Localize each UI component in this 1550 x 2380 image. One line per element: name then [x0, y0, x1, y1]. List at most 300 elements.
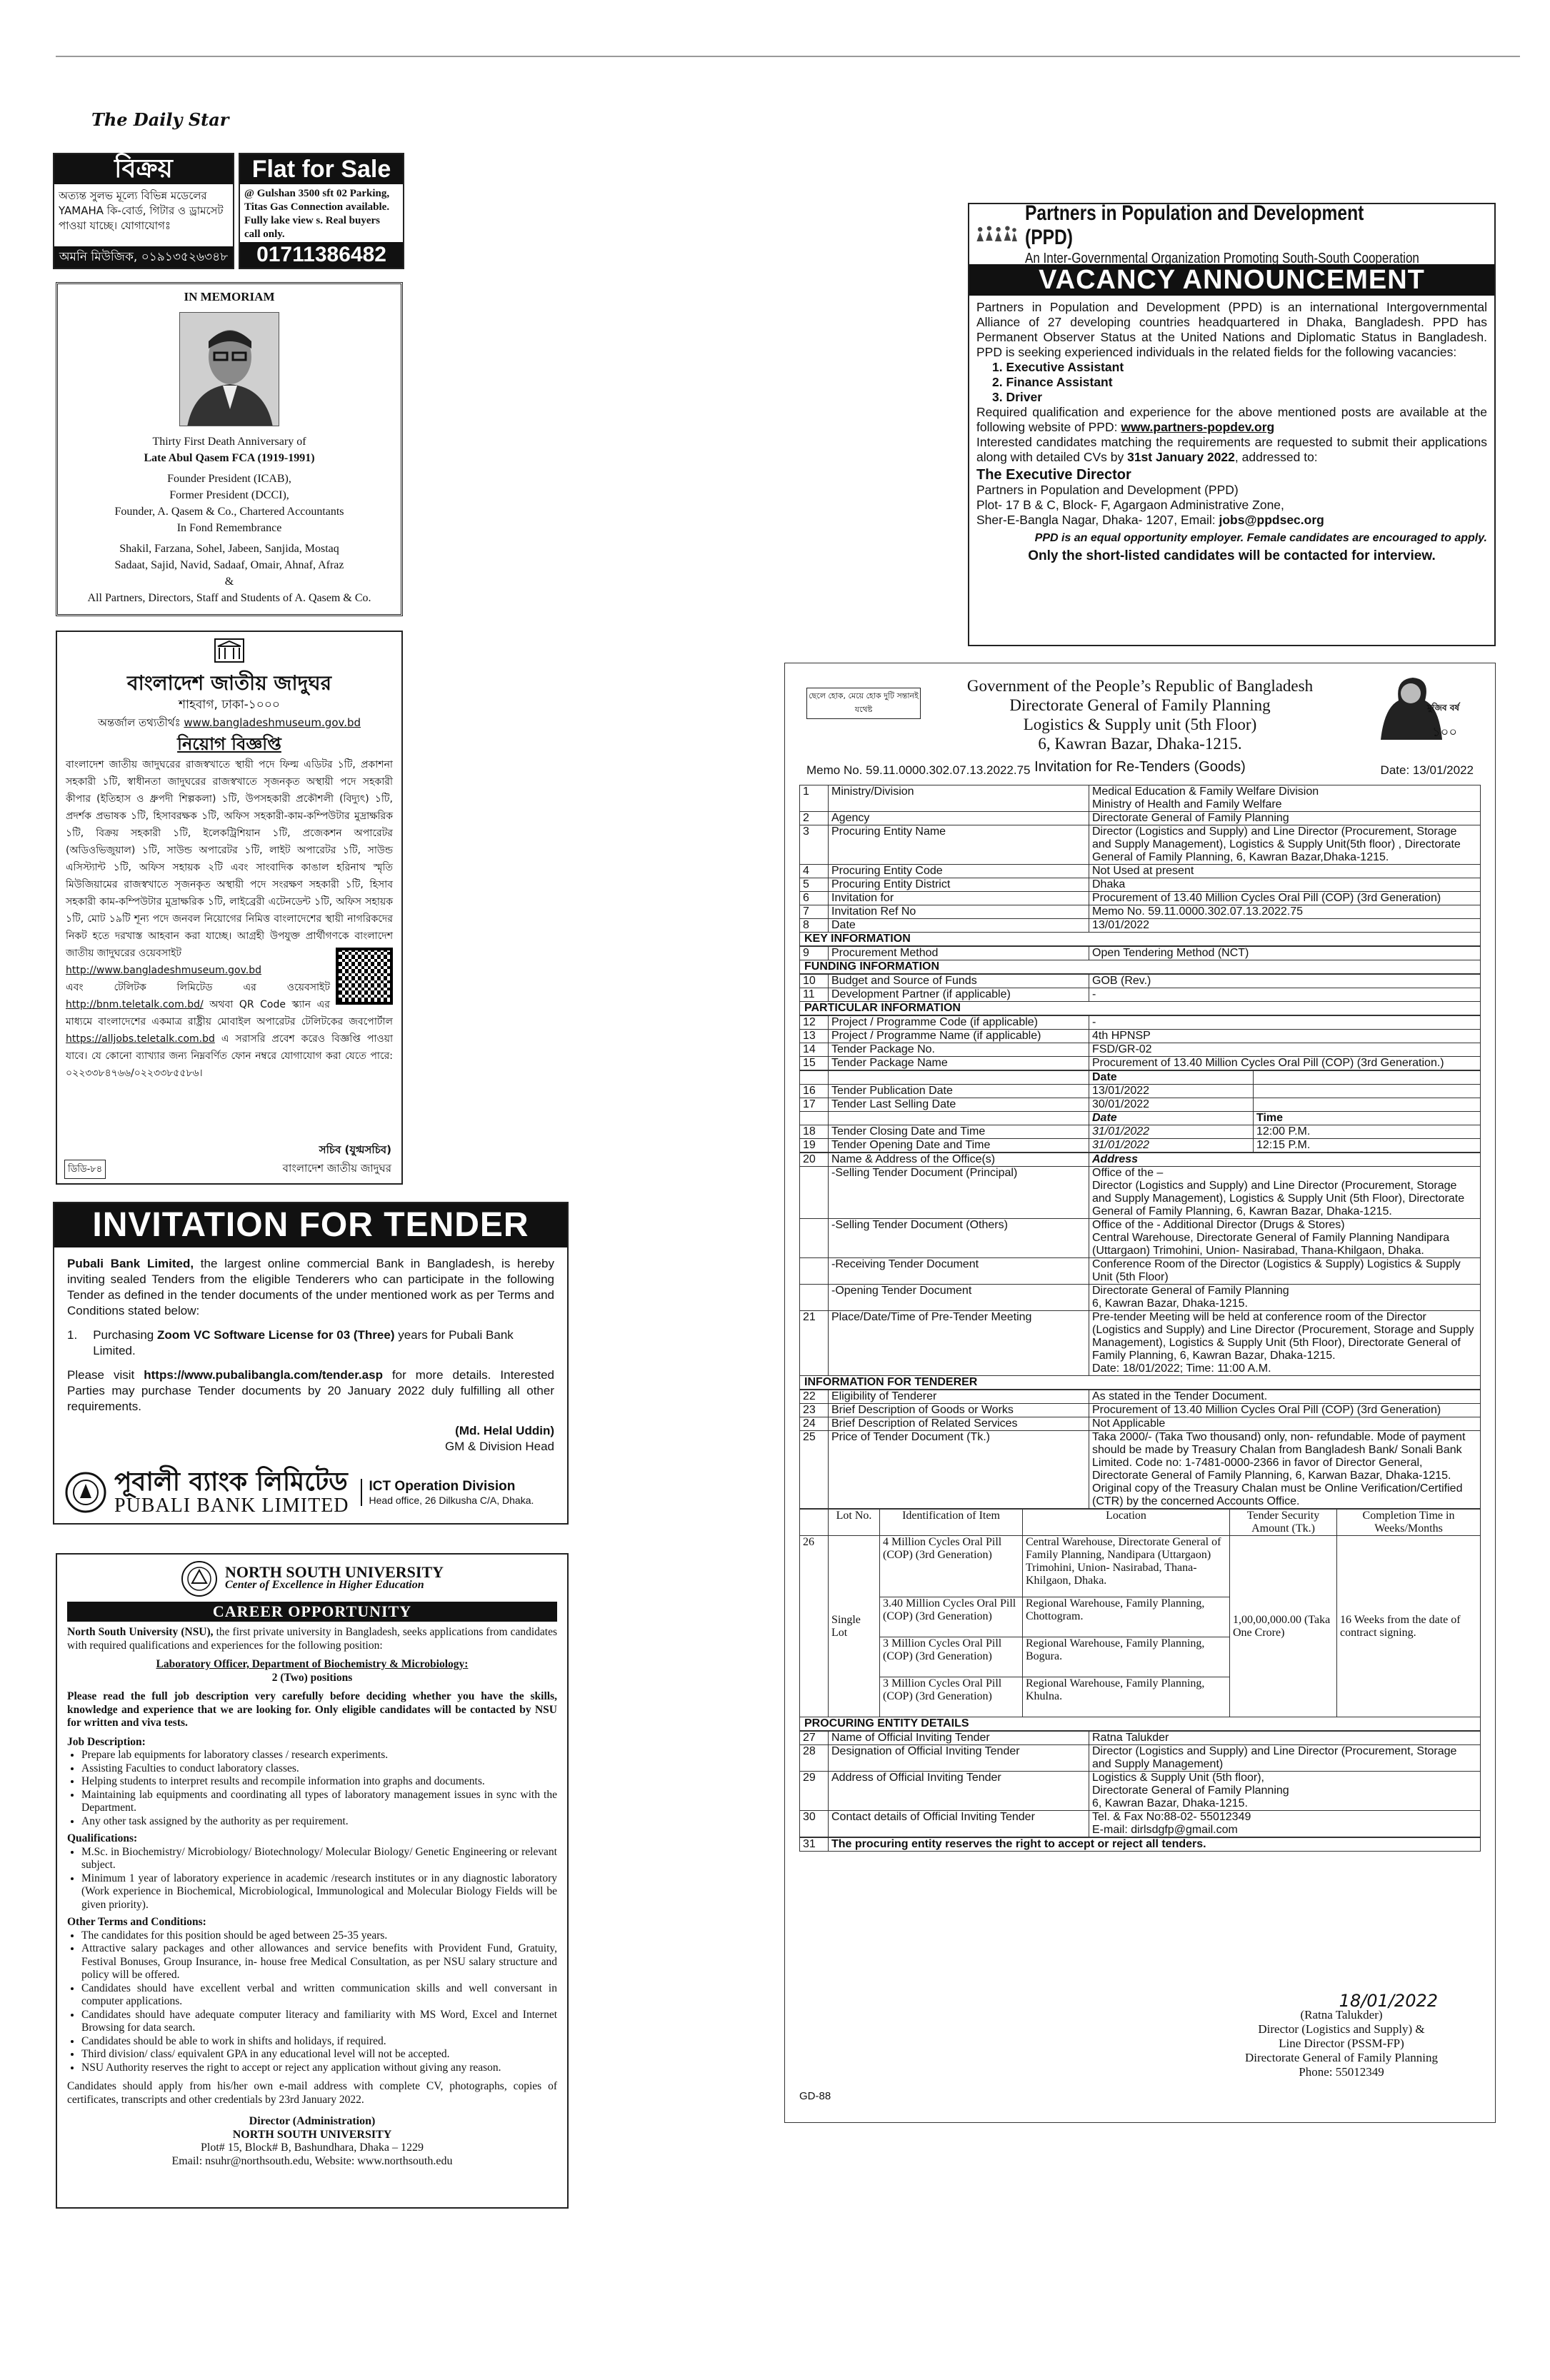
row-no: 2	[800, 812, 829, 825]
row-value: -	[1089, 988, 1481, 1002]
row-no: 21	[800, 1311, 829, 1376]
memoriam-role-2: Former President (DCCI),	[169, 489, 289, 501]
row-label: Address of Official Inviting Tender	[829, 1772, 1089, 1811]
museum-para-3: অথবা QR Code স্ক্যান এর মাধ্যমে বাংলাদেশের একমাত্র রাষ্ট্রীয় মোবাইল অপারেটর টেলিটকের জবপোর্টাল	[66, 999, 393, 1028]
row-date: 31/01/2022	[1089, 1125, 1254, 1139]
list-item: • Third division/ class/ equivalent GPA in any educational level will not be accepted.	[81, 2048, 557, 2062]
nsu-ad	[56, 1553, 569, 2209]
table-row	[800, 1030, 1481, 1043]
lot-head-security: Tender Security Amount (Tk.)	[1230, 1510, 1337, 1536]
row-value: Director (Logistics and Supply) and Line Director (Procurement, Storage and Supply Management), Logistics & Supply Unit(5th floor) , Directorate General of Family Planning, 6, Kawran Bazar,Dhaka-1215.	[1089, 825, 1481, 865]
gov-table-final	[799, 1837, 1481, 1852]
gov-table-g	[799, 1153, 1481, 1376]
museum-sign: সচিব (যুগ্মসচিব)	[319, 1143, 391, 1156]
row-no: 10	[800, 975, 829, 988]
nsu-intro: the first private university in Bangladesh, seeks applications from candidates with required qualifications and experiences for the following position:	[67, 1626, 557, 1652]
museum-para-2: এবং টেলিটক লিমিটেড এর ওয়েবসাইট	[66, 982, 330, 993]
row-value: Procurement of 13.40 Million Cycles Oral Pill (COP) (3rd Generation)	[1089, 1404, 1481, 1417]
list-item: • Maintaining lab equipments and coordinating all types of laboratory management issues in sync with the Department.	[81, 1789, 557, 1815]
row-value: Director (Logistics and Supply) and Line Director (Procurement, Storage and Supply Management)	[1089, 1745, 1481, 1772]
dgfp-tender-ad	[784, 663, 1496, 2123]
row-label: Invitation Ref No	[829, 905, 1089, 919]
ppd-name: Partners in Population and Development (PPD)	[1024, 201, 1364, 249]
row-no: 23	[800, 1404, 829, 1417]
row-value: Not Used at present	[1089, 865, 1481, 878]
row-no: 15	[800, 1057, 829, 1070]
row-value: Medical Education & Family Welfare Division Ministry of Health and Family Welfare	[1089, 785, 1481, 812]
museum-para-4: এ সরাসরি প্রবেশ করেও বিজ্ঞপ্তি পাওয়া যাবে। যে কোনো ব্যাখ্যার জন্য নিম্নবর্ণিত ফোন নম্বরে যোগাযোগ করা যেতে পারে: ০২২৩৩৮৪৭৬৬/০২২৩৩৮৫৫৮৬।	[66, 1033, 393, 1079]
museum-web-prefix: অন্তর্জাল তথ্যতীর্থঃ	[97, 716, 181, 729]
row-label: Name of Official Inviting Tender	[829, 1732, 1089, 1745]
nsu-header	[57, 1560, 567, 1597]
row-no: 7	[800, 905, 829, 919]
tender-title: INVITATION FOR TENDER	[54, 1203, 567, 1247]
ppd-addr-3: Sher-E-Bangla Nagar, Dhaka- 1207, Email:	[976, 513, 1219, 527]
signature-date: 18/01/2022	[1339, 1991, 1438, 2011]
gov-signature	[1244, 1991, 1438, 2079]
flat-ad	[239, 153, 404, 269]
nsu-positions: 2 (Two) positions	[271, 1671, 353, 1684]
row-no: 16	[800, 1085, 829, 1098]
museum-sign-org: বাংলাদেশ জাতীয় জাদুঘর	[282, 1162, 391, 1175]
section-key-info: KEY INFORMATION	[799, 933, 1481, 946]
table-row	[800, 865, 1481, 878]
row-no: 27	[800, 1732, 829, 1745]
ppd-body	[969, 296, 1494, 568]
museum-name: বাংলাদেশ জাতীয় জাদুঘর	[126, 671, 332, 695]
row-time: 12:15 P.M.	[1254, 1139, 1481, 1153]
ppd-para-2: Required qualification and experience for the above mentioned posts are available at the following website of PPD:	[976, 405, 1487, 434]
ppd-vacancy-1: 1. Executive Assistant	[992, 360, 1124, 374]
sign-1: (Ratna Talukder)	[1300, 2008, 1383, 2022]
gov-h4: 6, Kawran Bazar, Dhaka-1215.	[1038, 735, 1242, 753]
nsu-jd-head: Job Description:	[67, 1735, 146, 1748]
row-value: 30/01/2022	[1089, 1098, 1254, 1112]
row-value: Tel. & Fax No:88-02- 55012349 E-mail: dirlsdgfp@gmail.com	[1089, 1811, 1481, 1837]
list-item: • M.Sc. in Biochemistry/ Microbiology/ Biotechnology/ Molecular Biology/ Genetic Engineering or relevant subject.	[81, 1846, 557, 1872]
row-label: Project / Programme Name (if applicable)	[829, 1030, 1089, 1043]
memoriam-name: Late Abul Qasem FCA (1919-1991)	[144, 452, 315, 464]
row-value: As stated in the Tender Document.	[1089, 1390, 1481, 1404]
museum-dd: ডিডি-৮৪	[64, 1160, 106, 1179]
row-no: 3	[800, 825, 829, 865]
list-item: • Candidates should be able to work in shifts and holidays, if required.	[81, 2035, 557, 2049]
row-label: Tender Package Name	[829, 1057, 1089, 1070]
table-row	[800, 1431, 1481, 1509]
nsu-intro-bold: North South University (NSU),	[67, 1626, 214, 1638]
pubali-emblem-icon	[64, 1471, 107, 1514]
table-row	[800, 1390, 1481, 1404]
row-no: 30	[800, 1811, 829, 1837]
section-tenderer: INFORMATION FOR TENDERER	[799, 1376, 1481, 1390]
list-item: • NSU Authority reserves the right to accept or reject any application without giving any reason.	[81, 2062, 557, 2075]
table-row	[800, 1043, 1481, 1057]
row-value: Address	[1089, 1153, 1481, 1167]
lot-head-no: Lot No.	[829, 1510, 880, 1536]
row-label: Tender Opening Date and Time	[829, 1139, 1089, 1153]
lot-row-no: 26	[800, 1536, 829, 1717]
memoriam-role-3: Founder, A. Qasem & Co., Chartered Accountants	[114, 506, 344, 518]
row-no: 8	[800, 919, 829, 933]
nsu-name: NORTH SOUTH UNIVERSITY	[224, 1562, 444, 1581]
row-label: Procuring Entity Code	[829, 865, 1089, 878]
row-label: Project / Programme Code (if applicable)	[829, 1016, 1089, 1030]
nsu-jd-list	[67, 1749, 557, 1828]
list-item: • The candidates for this position should be aged between 25-35 years.	[81, 1929, 557, 1943]
list-item: • Candidates should have excellent verbal and written communication skills and well conversant in computer applications.	[81, 1982, 557, 2009]
memoriam-names-1: Shakil, Farzana, Sohel, Jabeen, Sanjida, Mostaq	[119, 543, 339, 555]
gov-h2: Directorate General of Family Planning	[1009, 696, 1271, 714]
gov-header	[785, 663, 1495, 785]
lot-location: Regional Warehouse, Family Planning, Khulna.	[1023, 1677, 1230, 1717]
row-label: Tender Package No.	[829, 1043, 1089, 1057]
nsu-footer	[67, 2115, 557, 2168]
ppd-vacancy-3: 3. Driver	[992, 390, 1043, 404]
portrait-icon	[180, 313, 279, 426]
tender-item-no: 1.	[67, 1328, 78, 1342]
gov-date: Date: 13/01/2022	[1380, 763, 1474, 777]
lot-completion: 16 Weeks from the date of contract signing.	[1337, 1536, 1481, 1717]
table-row	[800, 1404, 1481, 1417]
tender-item-post: years for Pubali Bank Limited.	[93, 1328, 514, 1357]
nsu-t-head: Other Terms and Conditions:	[67, 1916, 206, 1928]
museum-address: শাহবাগ, ঢাকা-১০০০	[179, 698, 280, 712]
masthead: The Daily Star	[91, 109, 229, 130]
gov-slogan: ছেলে হোক, মেয়ে হোক দুটি সন্তানই যথেষ্ট	[806, 688, 921, 719]
flat-phone: 01711386482	[240, 242, 403, 268]
table-row	[800, 1811, 1481, 1837]
row-value: Ratna Talukder	[1089, 1732, 1481, 1745]
museum-logo-icon	[214, 636, 245, 665]
table-row	[800, 1219, 1481, 1258]
time-label: Time	[1254, 1112, 1481, 1125]
row-label: -Selling Tender Document (Others)	[829, 1219, 1089, 1258]
row-no: 9	[800, 947, 829, 960]
museum-ad	[56, 631, 403, 1185]
gov-table-d	[799, 1015, 1481, 1070]
row-value: Not Applicable	[1089, 1417, 1481, 1431]
tender-visit-url[interactable]: https://www.pubalibangla.com/tender.asp	[144, 1368, 383, 1382]
row-label: Place/Date/Time of Pre-Tender Meeting	[829, 1311, 1089, 1376]
ppd-ed: The Executive Director	[976, 467, 1131, 483]
gov-table	[799, 785, 1481, 1852]
row-value: Open Tendering Method (NCT)	[1089, 947, 1481, 960]
row-label: -Opening Tender Document	[829, 1285, 1089, 1311]
table-row	[800, 1772, 1481, 1811]
row-label: -Receiving Tender Document	[829, 1258, 1089, 1285]
memoriam-role-1: Founder President (ICAB),	[167, 473, 291, 485]
lot-table	[799, 1509, 1481, 1717]
museum-link-3[interactable]: https://alljobs.teletalk.com.bd	[66, 1033, 215, 1045]
ppd-email-link[interactable]: jobs@ppdsec.org	[1219, 513, 1324, 527]
bikroy-ad	[53, 153, 234, 269]
row-no: 18	[800, 1125, 829, 1139]
ppd-para-3c: , addressed to:	[1234, 450, 1318, 464]
ppd-shortlist: Only the short-listed candidates will be contacted for interview.	[1028, 548, 1436, 563]
table-row	[800, 785, 1481, 812]
nsu-note: Please read the full job description very carefully before deciding whether you have the skills, knowledge and experience that we are looking for. Only eligible candidates will be contacted by NSU for written and viva tests.	[67, 1690, 557, 1729]
ppd-addr-2: Plot- 17 B & C, Block- F, Agargaon Administrative Zone,	[976, 498, 1284, 512]
sign-2: Director (Logistics and Supply) &	[1258, 2022, 1425, 2036]
mujib-logo	[1374, 672, 1459, 743]
svg-text:১০০: ১০০	[1432, 725, 1458, 740]
row-no: 4	[800, 865, 829, 878]
lot-head-item: Identification of Item	[880, 1510, 1023, 1536]
table-row	[800, 1311, 1481, 1376]
top-rule	[56, 56, 1520, 57]
memoriam-ad	[56, 282, 403, 616]
tender-signer-title: GM & Division Head	[444, 1440, 554, 1453]
bikroy-body: অত্যন্ত সুলভ মূল্যে বিভিন্ন মডেলের YAMAHA কি-বোর্ড, গিটার ও ড্রামসেট পাওয়া যাচ্ছে। যোগাযোগঃ	[59, 189, 224, 232]
row-value: Procurement of 13.40 Million Cycles Oral Pill (COP) (3rd Generation)	[1089, 892, 1481, 905]
table-row	[800, 878, 1481, 892]
row-label: Ministry/Division	[829, 785, 1089, 812]
list-item: • Helping students to interpret results and recompile information into graphs and documents.	[81, 1775, 557, 1789]
flat-body: @ Gulshan 3500 sft 02 Parking, Titas Gas Connection available. Fully lake view s. Real buyers call only.	[244, 188, 390, 240]
bikroy-footer: অমনি মিউজিক, ০১৯১৩৫২৬৩৪৮	[54, 246, 233, 268]
pubali-logo-bn: পূবালী ব্যাংক লিমিটেড	[114, 1467, 348, 1497]
tender-visit-pre: Please visit	[67, 1368, 144, 1382]
ppd-website-link[interactable]: www.partners-popdev.org	[1121, 420, 1275, 434]
row-label: Contact details of Official Inviting Tender	[829, 1811, 1089, 1837]
bikroy-title: বিক্রয়	[54, 154, 233, 184]
gov-table-b	[799, 946, 1481, 960]
lot-single: Single Lot	[829, 1536, 880, 1717]
gov-memo: Memo No. 59.11.0000.302.07.13.2022.75	[806, 763, 1031, 777]
row-value: Conference Room of the Director (Logistics & Supply) Logistics & Supply Unit (5th Floor)	[1089, 1258, 1481, 1285]
table-row	[800, 947, 1481, 960]
row-no: 17	[800, 1098, 829, 1112]
museum-para-1: বাংলাদেশ জাতীয় জাদুঘরের রাজস্বখাতে স্থায়ী পদে ফিল্ম এডিটর ১টি, প্রকাশনা সহকারী ১টি, স্বাধীনতা জাদুঘরের রাজস্বখাতে সৃজনকৃত অস্থায়ী পদে সহকারী কীপার (ইতিহাস ও ধ্রুপদী শিল্পকলা) ১টি, উপসহকারী প্রকৌশলী (বিদ্যুৎ) ১টি, প্রদর্শক প্রভাষক ১টি, হিসাবরক্ষক ১টি, অফিস সহকারী-কাম-কম্পিউটার মুদ্রাক্ষরিক ১টি, বিক্রয় সহকারী ১টি, ইলেকট্রিশিয়ান ১টি, প্রজেকশন অপারেটর (অডিওভিজুয়াল) ১টি, সাউন্ড অপারেটর ১টি, লাইট অপারেটর ১টি, সাউন্ড এসিস্ট্যান্ট ১টি, অফিস সহায়ক ২টি এবং সাংবাদিক কাঙাল হরিনাথ স্মৃতি মিউজিয়ামের রাজস্বখাতে সৃজনকৃত অস্থায়ী পদে সংরক্ষণ সহকারী ১টি, হিসাব সহকারী কাম-কম্পিউটার মুদ্রাক্ষরিক ১টি, লাইব্রেরী এটেনডেন্ট ১টি, অফিস সহায়ক ১টি, মোট ১৯টি শূন্য পদে জনবল নিয়োগের নিমিত্ত বাংলাদেশের স্থায়ী নাগরিকদের নিকট হতে দরখাস্ত আহবান করা যাচ্ছে। আগ্রহী উপযুক্ত প্রার্থীগণকে বাংলাদেশ জাতীয় জাদুঘরের ওয়েবসাইট	[66, 759, 393, 959]
row-no: 13	[800, 1030, 829, 1043]
qr-code-icon[interactable]	[336, 948, 393, 1005]
table-row	[800, 988, 1481, 1002]
ppd-header	[969, 201, 1494, 266]
gov-h1: Government of the People’s Republic of Bangladesh	[966, 677, 1314, 695]
row-label: Invitation for	[829, 892, 1089, 905]
row-label: Budget and Source of Funds	[829, 975, 1089, 988]
portrait-photo	[179, 312, 279, 426]
museum-link-2[interactable]: http://bnm.teletalk.com.bd/	[66, 999, 204, 1010]
nsu-apply: Candidates should apply from his/her own e-mail address with complete CV, photographs, copies of certificates, transcripts and other credentials by 23rd January 2022.	[67, 2080, 557, 2106]
row-value: Taka 2000/- (Taka Two thousand) only, non- refundable. Mode of payment should be made by Treasury Chalan from Bangladesh Bank/ Sonali Bank Limited. Code no: 1-7481-0000-2366 in favor of Director General, Directorate General of Family Planning, 6, Karwan Bazar, Dhaka-1215. Original copy of the Treasury Chalan must be Online Verification/Certified (CTR) by the concerned Accounts Office.	[1089, 1431, 1481, 1509]
reserve-clause: The procuring entity reserves the right to accept or reject all tenders.	[829, 1838, 1481, 1852]
row-value: FSD/GR-02	[1089, 1043, 1481, 1057]
row-label: Name & Address of the Office(s)	[829, 1153, 1089, 1167]
row-no	[800, 1258, 829, 1285]
gov-table-a	[799, 785, 1481, 933]
museum-header	[66, 636, 393, 756]
row-no: 28	[800, 1745, 829, 1772]
row-no: 19	[800, 1139, 829, 1153]
row-no	[800, 1285, 829, 1311]
date-label-2: Date	[1089, 1112, 1254, 1125]
date-label: Date	[1089, 1071, 1254, 1085]
row-label: Procuring Entity District	[829, 878, 1089, 892]
nsu-body	[57, 1626, 567, 2168]
tender-division: ICT Operation Division	[369, 1479, 516, 1494]
nsu-seal-icon	[181, 1560, 218, 1597]
row-label: Eligibility of Tenderer	[829, 1390, 1089, 1404]
row-value: Office of the - Additional Director (Drugs & Stores) Central Warehouse, Directorate General of Family Planning Nandipara (Uttargaon) Trimohini, Union- Nasirabad, Thana-Khilgaon, Dhaka.	[1089, 1219, 1481, 1258]
list-item: • Assisting Faculties to conduct laboratory classes.	[81, 1762, 557, 1776]
memoriam-anniv: Thirty First Death Anniversary of	[152, 436, 306, 448]
tender-office: Head office, 26 Dilkusha C/A, Dhaka.	[369, 1495, 534, 1506]
list-item: • Minimum 1 year of laboratory experience in academic /research institutes or in any diagnostic laboratory (Work experience in Biochemical, Microbiological, Immunological and Molecular Biology Fields will be given priority).	[81, 1872, 557, 1912]
row-label: Designation of Official Inviting Tender	[829, 1745, 1089, 1772]
nsu-dir-2: NORTH SOUTH UNIVERSITY	[232, 2128, 392, 2141]
table-row	[800, 825, 1481, 865]
row-label: Procurement Method	[829, 947, 1089, 960]
list-item: • Candidates should have adequate computer literacy and familiarity with MS Word, Excel and Internet Browsing for data search.	[81, 2009, 557, 2035]
memoriam-amp: &	[224, 576, 234, 588]
row-label: Development Partner (if applicable)	[829, 988, 1089, 1002]
pubali-logo	[64, 1469, 534, 1516]
row-value: Directorate General of Family Planning 6, Kawran Bazar, Dhaka-1215.	[1089, 1285, 1481, 1311]
memoriam-title: IN MEMORIAM	[184, 290, 275, 303]
row-label: Brief Description of Goods or Works	[829, 1404, 1089, 1417]
lot-item: 3.40 Million Cycles Oral Pill (COP) (3rd Generation)	[880, 1597, 1023, 1637]
row-label: Tender Last Selling Date	[829, 1098, 1089, 1112]
list-item: • Attractive salary packages and other allowances and service benefits with Provident Fund, Gratuity, Festival Bonuses, Group Insurance, in- house free Medical Consultation, as per NSU salary structure and policy will be offered.	[81, 1942, 557, 1982]
table-row	[800, 812, 1481, 825]
row-no: 25	[800, 1431, 829, 1509]
row-label: Tender Closing Date and Time	[829, 1125, 1089, 1139]
nsu-banner: CAREER OPPORTUNITY	[67, 1602, 557, 1622]
lot-item: 3 Million Cycles Oral Pill (COP) (3rd Generation)	[880, 1677, 1023, 1717]
row-label: Date	[829, 919, 1089, 933]
row-time: 12:00 P.M.	[1254, 1125, 1481, 1139]
lot-location: Central Warehouse, Directorate General of Family Planning, Nandipara (Uttargaon) Trimohini, Union- Nasirabad, Thana-Khilgaon, Dhaka.	[1023, 1536, 1230, 1597]
row-value: Memo No. 59.11.0000.302.07.13.2022.75	[1089, 905, 1481, 919]
lot-item: 4 Million Cycles Oral Pill (COP) (3rd Generation)	[880, 1536, 1023, 1597]
table-row	[800, 892, 1481, 905]
memoriam-names-2: Sadaat, Sajid, Navid, Sadaaf, Omair, Ahnaf, Afraz	[114, 559, 344, 571]
ppd-addr-1: Partners in Population and Development (PPD)	[976, 483, 1239, 497]
nsu-tagline: Center of Excellence in Higher Education	[224, 1579, 424, 1591]
row-value: 13/01/2022	[1089, 1085, 1254, 1098]
row-value: Directorate General of Family Planning	[1089, 812, 1481, 825]
row-no: 29	[800, 1772, 829, 1811]
row-label: Price of Tender Document (Tk.)	[829, 1431, 1089, 1509]
row-no: 14	[800, 1043, 829, 1057]
row-no: 5	[800, 878, 829, 892]
nsu-q-head: Qualifications:	[67, 1832, 138, 1844]
tender-body	[54, 1247, 567, 1463]
mujib-text: মুজিব বর্ষ	[1427, 703, 1459, 713]
section-entity: PROCURING ENTITY DETAILS	[799, 1717, 1481, 1731]
ppd-logo-icon	[975, 209, 1018, 259]
table-row	[800, 905, 1481, 919]
lot-location: Regional Warehouse, Family Planning, Chottogram.	[1023, 1597, 1230, 1637]
row-value: Pre-tender Meeting will be held at conference room of the Director (Logistics and Supply) and Line Director (Procurement, Storage and Supply Management), Logistics & Supply Unit (5th Floor), Directorate General of Family Planning, 6, Kawran Bazar, Dhaka-1215. Date: 18/01/2022; Time: 11:00 A.M.	[1089, 1311, 1481, 1376]
row-label: Tender Publication Date	[829, 1085, 1089, 1098]
ppd-banner: VACANCY ANNOUNCEMENT	[969, 264, 1494, 296]
row-label: Procuring Entity Name	[829, 825, 1089, 865]
tender-intro: the largest online commercial Bank in Bangladesh, is hereby inviting sealed Tenders from the eligible Tenderers who can participate in the following Tender as defined in the tender documents of the under mentioned work as per Terms and Conditions stated below:	[67, 1257, 554, 1317]
sign-3: Line Director (PSSM-FP)	[1279, 2037, 1404, 2050]
row-no: 11	[800, 988, 829, 1002]
table-row	[800, 1016, 1481, 1030]
gov-table-i	[799, 1731, 1481, 1837]
gov-gd: GD-88	[799, 2090, 831, 2102]
nsu-dir-3: Plot# 15, Block# B, Bashundhara, Dhaka – 1229	[201, 2142, 424, 2154]
row-no: 1	[800, 785, 829, 812]
gov-table-c	[799, 974, 1481, 1002]
row-no: 22	[800, 1390, 829, 1404]
row-value: 4th HPNSP	[1089, 1030, 1481, 1043]
table-row	[800, 1732, 1481, 1745]
memoriam-names-3: All Partners, Directors, Staff and Students of A. Qasem & Co.	[87, 592, 371, 604]
nsu-dir-4: Email: nsuhr@northsouth.edu, Website: www.northsouth.edu	[171, 2154, 453, 2167]
tender-item-bold: Zoom VC Software License for 03 (Three)	[156, 1328, 395, 1342]
table-row	[800, 975, 1481, 988]
tender-signer: (Md. Helal Uddin)	[455, 1424, 554, 1437]
pubali-logo-en: PUBALI BANK LIMITED	[114, 1495, 349, 1517]
row-value: 13/01/2022	[1089, 919, 1481, 933]
table-row	[800, 1285, 1481, 1311]
row-value: -	[1089, 1016, 1481, 1030]
row-value: Procurement of 13.40 Million Cycles Oral Pill (COP) (3rd Generation.)	[1089, 1057, 1481, 1070]
row-no: 12	[800, 1016, 829, 1030]
flat-title: Flat for Sale	[240, 154, 403, 184]
table-row	[800, 1167, 1481, 1219]
section-funding: FUNDING INFORMATION	[799, 960, 1481, 974]
nsu-q-list	[67, 1846, 557, 1912]
sign-4: Directorate General of Family Planning	[1244, 2051, 1438, 2064]
ppd-deadline: 31st January 2022	[1127, 450, 1235, 464]
row-value: Dhaka	[1089, 878, 1481, 892]
lot-item: 3 Million Cycles Oral Pill (COP) (3rd Generation)	[880, 1637, 1023, 1677]
row-label: Agency	[829, 812, 1089, 825]
row-no	[800, 1219, 829, 1258]
table-row	[800, 1417, 1481, 1431]
sign-5: Phone: 55012349	[1299, 2065, 1384, 2079]
lot-security: 1,00,00,000.00 (Taka One Crore)	[1230, 1536, 1337, 1717]
list-item: • Prepare lab equipments for laboratory classes / research experiments.	[81, 1749, 557, 1762]
row-no	[800, 1167, 829, 1219]
table-row	[800, 1057, 1481, 1070]
nsu-t-list	[67, 1929, 557, 2075]
row-value: Office of the – Director (Logistics and Supply) and Line Director (Procurement, Storage and Supply Management), Logistics & Supply Unit (5th Floor), Directorate General of Family Planning, 6, Kawran Bazar, Dhaka-1215.	[1089, 1167, 1481, 1219]
gov-table-dates	[799, 1070, 1481, 1153]
ppd-para-3a: Interested candidates matching the requirements are requested to submit their applications along with detailed CVs by	[976, 435, 1487, 464]
museum-web-link[interactable]: www.bangladeshmuseum.gov.bd	[184, 716, 361, 729]
table-row	[800, 919, 1481, 933]
row-no: 31	[800, 1838, 829, 1852]
row-label: Brief Description of Related Services	[829, 1417, 1089, 1431]
lot-location: Regional Warehouse, Family Planning, Bogura.	[1023, 1637, 1230, 1677]
list-item: • Any other task assigned by the authority as per requirement.	[81, 1815, 557, 1829]
row-date: 31/01/2022	[1089, 1139, 1254, 1153]
row-value: GOB (Rev.)	[1089, 975, 1481, 988]
tender-visit-post: for more details. Interested Parties may purchase Tender documents by 20 January 2022 duly fulfilling all other requirements.	[67, 1368, 554, 1413]
tender-bank-name: Pubali Bank Limited,	[67, 1257, 194, 1270]
row-no: 6	[800, 892, 829, 905]
section-particular: PARTICULAR INFORMATION	[799, 1002, 1481, 1015]
row-no: 20	[800, 1153, 829, 1167]
ppd-equal-opportunity: PPD is an equal opportunity employer. Female candidates are encouraged to apply.	[1034, 532, 1487, 544]
gov-h5: Invitation for Re-Tenders (Goods)	[1034, 759, 1246, 775]
ppd-ad	[968, 203, 1496, 646]
museum-body	[66, 756, 393, 1082]
lot-head-completion: Completion Time in Weeks/Months	[1337, 1510, 1481, 1536]
gov-table-h	[799, 1390, 1481, 1509]
museum-link-1[interactable]: http://www.bangladeshmuseum.gov.bd	[66, 965, 262, 976]
pubali-tender-ad	[53, 1202, 569, 1525]
table-row	[800, 1258, 1481, 1285]
tender-item-pre: Purchasing	[93, 1328, 157, 1342]
